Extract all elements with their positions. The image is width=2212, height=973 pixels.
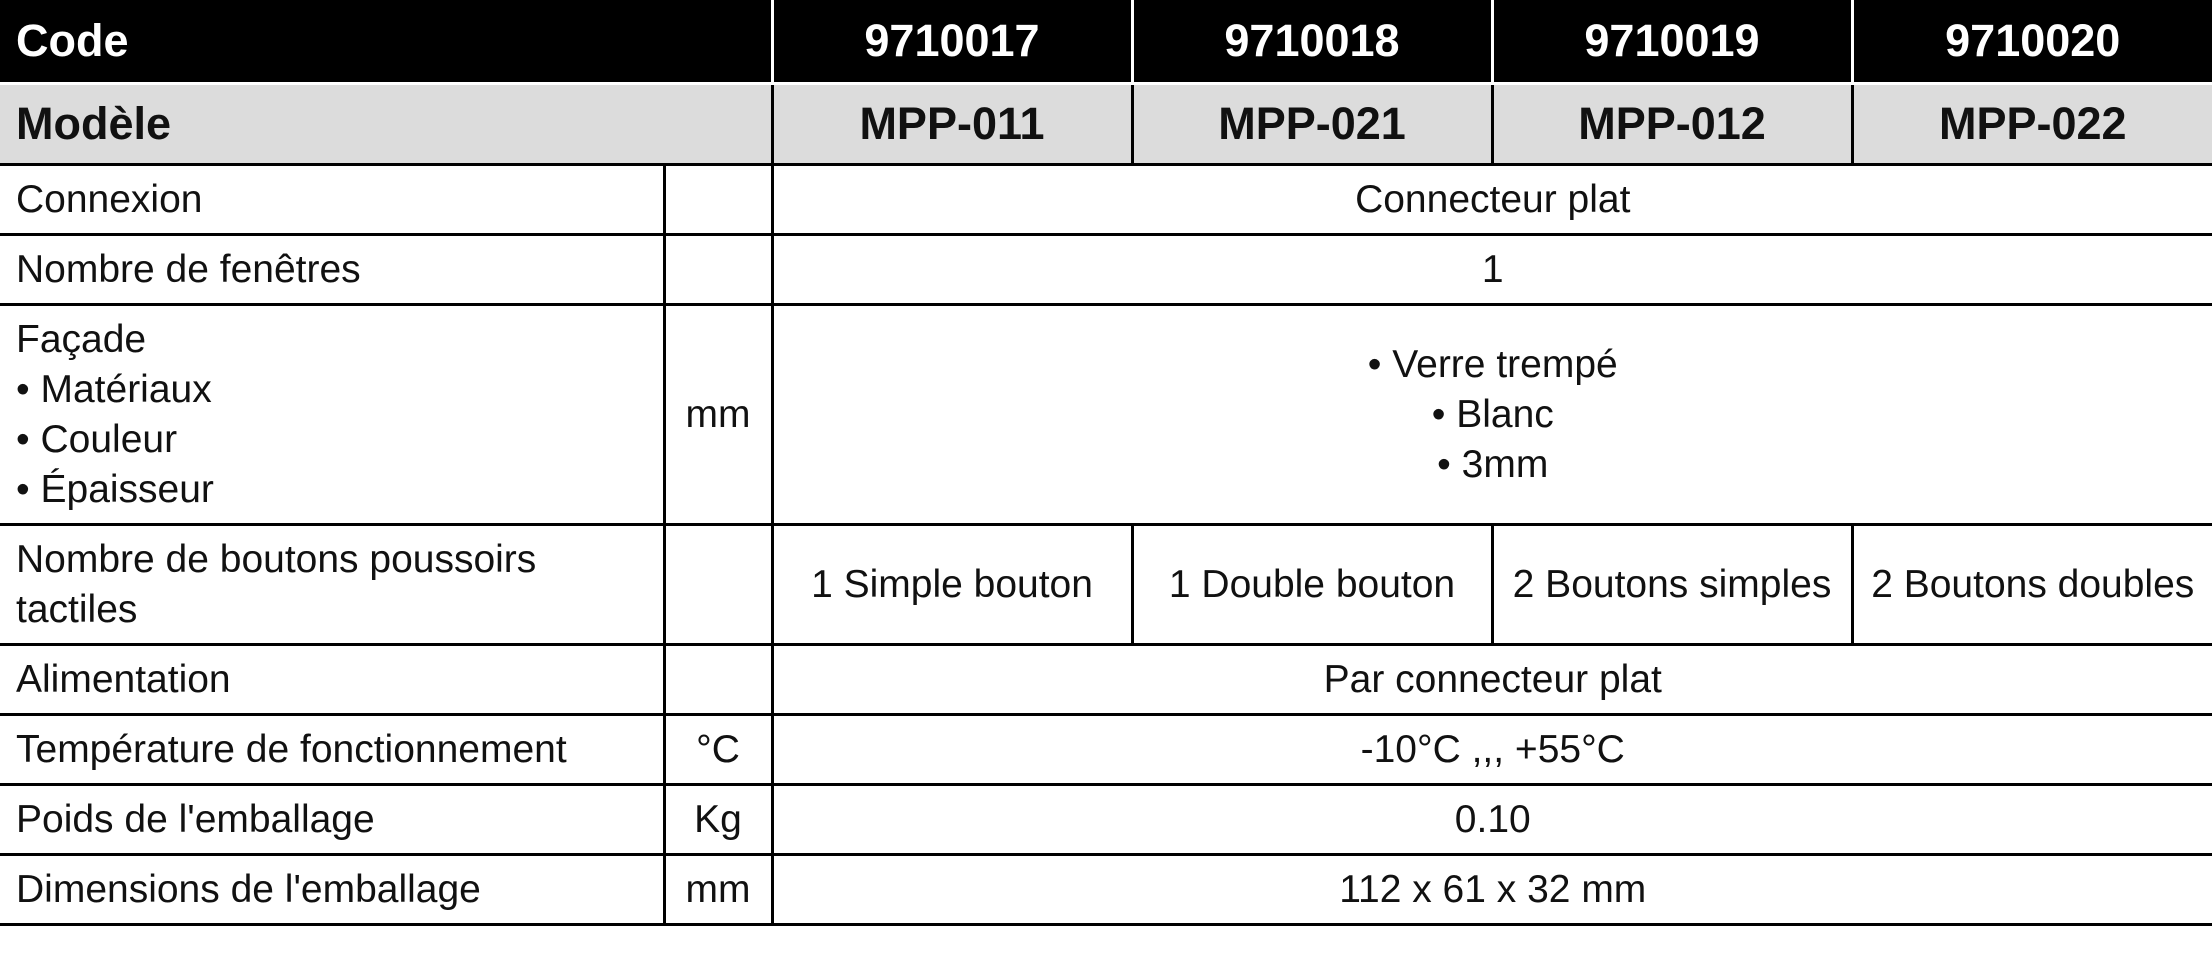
spec-value: 1 Double bouton (1132, 525, 1492, 645)
spec-value (772, 305, 2212, 525)
code-row (0, 0, 2212, 84)
model-name: MPP-021 (1132, 84, 1492, 165)
spec-label-line: • Épaisseur (16, 467, 214, 511)
model-label: Modèle (0, 84, 664, 165)
spec-value: -10°C ,,, +55°C (772, 715, 2212, 785)
spec-value: 0.10 (772, 785, 2212, 855)
spec-value: 1 Simple bouton (772, 525, 1132, 645)
spec-row-boutons (0, 525, 2212, 645)
model-name: MPP-011 (772, 84, 1132, 165)
spec-value: 112 x 61 x 32 mm (772, 855, 2212, 925)
spec-value: Par connecteur plat (772, 645, 2212, 715)
spec-label: Dimensions de l'emballage (0, 855, 664, 925)
spec-label (0, 305, 664, 525)
spec-label: Nombre de boutons poussoirs tactiles (0, 525, 664, 645)
model-name: MPP-012 (1492, 84, 1852, 165)
spec-unit (664, 525, 772, 645)
spec-label-line: Façade (16, 317, 147, 361)
spec-label-line: • Matériaux (16, 367, 212, 411)
spec-label: Alimentation (0, 645, 664, 715)
spec-row-dimensions (0, 855, 2212, 925)
spec-unit (664, 165, 772, 235)
product-code: 9710017 (772, 0, 1132, 84)
spec-value: 2 Boutons doubles (1852, 525, 2212, 645)
spec-row-connexion (0, 165, 2212, 235)
product-code: 9710018 (1132, 0, 1492, 84)
spec-row-fenetres (0, 235, 2212, 305)
spec-row-alimentation (0, 645, 2212, 715)
spec-unit (664, 645, 772, 715)
spec-unit: °C (664, 715, 772, 785)
model-row (0, 84, 2212, 165)
spec-label: Nombre de fenêtres (0, 235, 664, 305)
spec-unit (664, 235, 772, 305)
spec-label: Température de fonctionnement (0, 715, 664, 785)
spec-value: 1 (772, 235, 2212, 305)
spec-row-poids (0, 785, 2212, 855)
code-label: Code (0, 0, 664, 84)
spec-value: 2 Boutons simples (1492, 525, 1852, 645)
spec-label-line: • Couleur (16, 417, 178, 461)
spec-unit: mm (664, 855, 772, 925)
spec-value-line: • Blanc (1431, 392, 1554, 436)
spec-label: Connexion (0, 165, 664, 235)
model-name: MPP-022 (1852, 84, 2212, 165)
spec-value-line: • 3mm (1437, 442, 1549, 486)
spec-value-line: • Verre trempé (1367, 342, 1618, 386)
spec-unit: Kg (664, 785, 772, 855)
spec-unit: mm (664, 305, 772, 525)
spec-label: Poids de l'emballage (0, 785, 664, 855)
code-unit-spacer (664, 0, 772, 84)
model-unit-spacer (664, 84, 772, 165)
product-code: 9710020 (1852, 0, 2212, 84)
spec-value: Connecteur plat (772, 165, 2212, 235)
spec-row-facade (0, 305, 2212, 525)
spec-row-temperature (0, 715, 2212, 785)
product-code: 9710019 (1492, 0, 1852, 84)
